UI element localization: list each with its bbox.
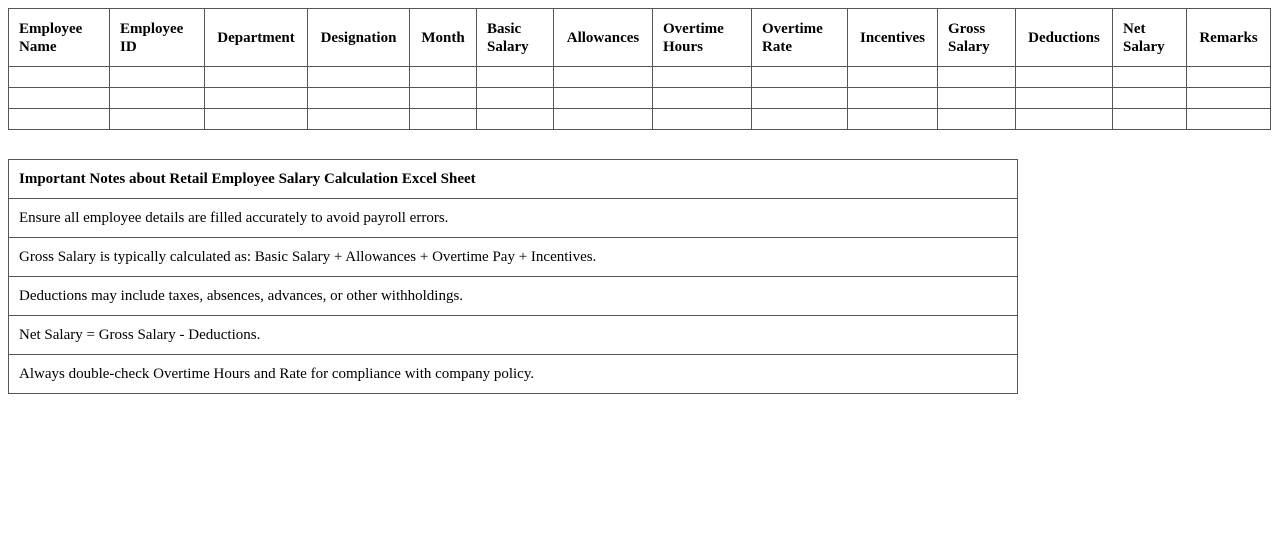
table-cell[interactable]	[848, 88, 938, 109]
header-gross-salary: Gross Salary	[938, 9, 1016, 67]
header-employee-name: Employee Name	[9, 9, 110, 67]
notes-title: Important Notes about Retail Employee Salary Calculation Excel Sheet	[9, 160, 1018, 199]
table-cell[interactable]	[205, 67, 308, 88]
table-cell[interactable]	[554, 67, 653, 88]
table-row	[9, 88, 1271, 109]
table-cell[interactable]	[1187, 67, 1271, 88]
note-row	[9, 316, 1018, 355]
table-cell[interactable]	[477, 88, 554, 109]
table-cell[interactable]	[477, 67, 554, 88]
note-item: Net Salary = Gross Salary - Deductions.	[9, 316, 1018, 355]
header-employee-id: Employee ID	[110, 9, 205, 67]
table-cell[interactable]	[110, 109, 205, 130]
table-cell[interactable]	[9, 67, 110, 88]
table-cell[interactable]	[1016, 109, 1113, 130]
table-cell[interactable]	[1187, 88, 1271, 109]
table-cell[interactable]	[205, 109, 308, 130]
table-cell[interactable]	[410, 88, 477, 109]
table-cell[interactable]	[308, 88, 410, 109]
note-item: Always double-check Overtime Hours and Rate for compliance with company policy.	[9, 355, 1018, 394]
salary-table	[8, 8, 1271, 130]
note-item: Deductions may include taxes, absences, advances, or other withholdings.	[9, 277, 1018, 316]
table-cell[interactable]	[1016, 88, 1113, 109]
header-designation: Designation	[308, 9, 410, 67]
table-cell[interactable]	[653, 109, 752, 130]
table-cell[interactable]	[1016, 67, 1113, 88]
header-incentives: Incentives	[848, 9, 938, 67]
table-cell[interactable]	[938, 109, 1016, 130]
table-row	[9, 109, 1271, 130]
table-cell[interactable]	[1113, 109, 1187, 130]
note-item: Ensure all employee details are filled accurately to avoid payroll errors.	[9, 199, 1018, 238]
table-cell[interactable]	[848, 67, 938, 88]
salary-table-header-row	[9, 9, 1271, 67]
table-cell[interactable]	[110, 88, 205, 109]
table-cell[interactable]	[653, 67, 752, 88]
table-cell[interactable]	[410, 109, 477, 130]
table-cell[interactable]	[848, 109, 938, 130]
table-cell[interactable]	[554, 88, 653, 109]
header-allowances: Allowances	[554, 9, 653, 67]
table-cell[interactable]	[554, 109, 653, 130]
table-cell[interactable]	[9, 88, 110, 109]
table-cell[interactable]	[752, 109, 848, 130]
table-cell[interactable]	[9, 109, 110, 130]
table-row	[9, 67, 1271, 88]
notes-table	[8, 159, 1018, 394]
header-basic-salary: Basic Salary	[477, 9, 554, 67]
table-cell[interactable]	[308, 109, 410, 130]
header-month: Month	[410, 9, 477, 67]
table-cell[interactable]	[752, 88, 848, 109]
header-remarks: Remarks	[1187, 9, 1271, 67]
table-cell[interactable]	[308, 67, 410, 88]
table-cell[interactable]	[752, 67, 848, 88]
notes-title-row	[9, 160, 1018, 199]
header-net-salary: Net Salary	[1113, 9, 1187, 67]
header-overtime-hours: Overtime Hours	[653, 9, 752, 67]
note-row	[9, 277, 1018, 316]
header-department: Department	[205, 9, 308, 67]
table-cell[interactable]	[1113, 67, 1187, 88]
table-cell[interactable]	[1113, 88, 1187, 109]
table-cell[interactable]	[938, 88, 1016, 109]
salary-table-body	[9, 67, 1271, 130]
note-row	[9, 355, 1018, 394]
table-cell[interactable]	[205, 88, 308, 109]
table-cell[interactable]	[653, 88, 752, 109]
table-cell[interactable]	[410, 67, 477, 88]
header-overtime-rate: Overtime Rate	[752, 9, 848, 67]
note-item: Gross Salary is typically calculated as: Basic Salary + Allowances + Overtime Pay + Incentives.	[9, 238, 1018, 277]
header-deductions: Deductions	[1016, 9, 1113, 67]
table-cell[interactable]	[110, 67, 205, 88]
table-cell[interactable]	[477, 109, 554, 130]
table-cell[interactable]	[938, 67, 1016, 88]
note-row	[9, 238, 1018, 277]
table-cell[interactable]	[1187, 109, 1271, 130]
note-row	[9, 199, 1018, 238]
